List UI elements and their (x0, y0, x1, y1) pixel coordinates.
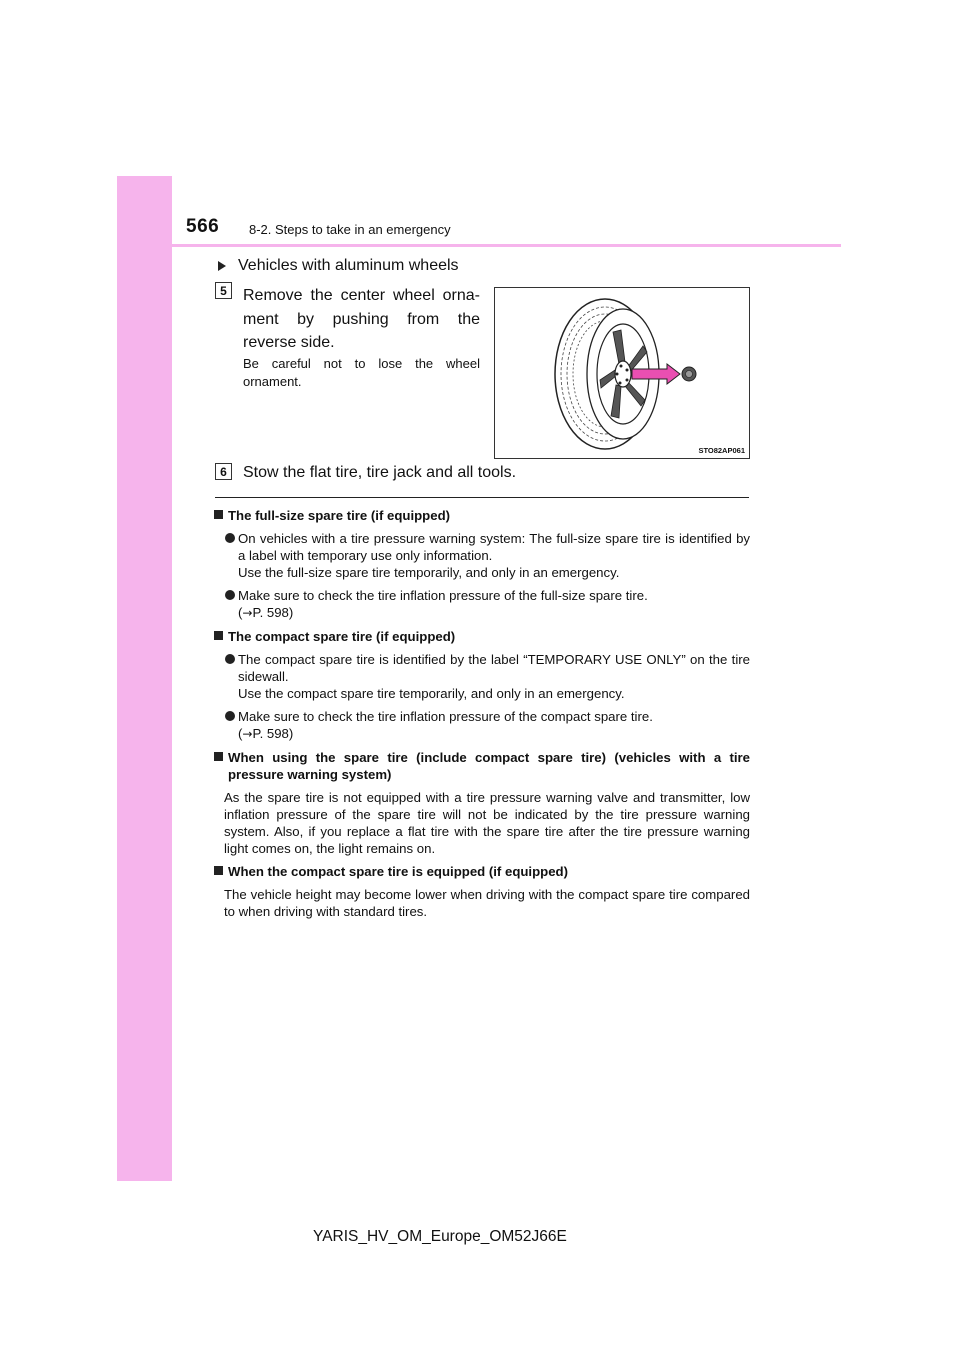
circle-bullet-icon (224, 708, 238, 743)
section-divider (215, 497, 749, 498)
page-number: 566 (186, 216, 220, 237)
step-5-text: Remove the center wheel ornament by pushing from the reverse side. (243, 287, 480, 351)
page-reference-link[interactable]: (→P. 598) (238, 726, 294, 741)
note-heading-full-size: The full-size spare tire (if equipped) (214, 507, 750, 524)
square-bullet-icon (214, 507, 225, 524)
figure-code: STO82AP061 (698, 446, 745, 455)
square-bullet-icon (214, 863, 225, 880)
right-arrow-icon: → (242, 606, 253, 620)
wheel-with-ornament-arrow-illustration (495, 288, 749, 458)
circle-bullet-icon (224, 530, 238, 581)
chapter-sidebar-tab (117, 176, 172, 1181)
triangle-bullet-icon (218, 261, 226, 271)
circle-bullet-icon (224, 587, 238, 622)
note-heading-compact-equipped: When the compact spare tire is equipped (if equipped) (214, 863, 750, 880)
right-arrow-icon: → (242, 727, 253, 741)
footer-document-code: YARIS_HV_OM_Europe_OM52J66E (313, 1228, 567, 1245)
list-item: Make sure to check the tire inflation pressure of the full-size spare tire. (→P. 598) (224, 587, 750, 622)
step-5-note: Be careful not to lose the wheel ornament. (243, 356, 480, 389)
note-heading-compact: The compact spare tire (if equipped) (214, 628, 750, 645)
wheel-figure (494, 287, 750, 459)
square-bullet-icon (214, 749, 225, 783)
subheading (215, 257, 459, 275)
step-number-5: 5 (215, 282, 232, 299)
list-item: The compact spare tire is identified by the label “TEMPORARY USE ONLY” on the tire sidewall. Use the compact spare tire temporarily, and only in an emergency. (224, 651, 750, 702)
note-heading-tpws: When using the spare tire (include compact spare tire) (vehicles with a tire pressure warning system) (214, 749, 750, 783)
list-item: Make sure to check the tire inflation pressure of the compact spare tire. (→P. 598) (224, 708, 750, 743)
subheading-text: Vehicles with aluminum wheels (238, 257, 459, 274)
header-rule (117, 244, 841, 247)
note-paragraph-compact-equipped: The vehicle height may become lower when driving with the compact spare tire compared to when driving with standard tires. (224, 887, 750, 919)
circle-bullet-icon (224, 651, 238, 702)
notes-section (214, 507, 750, 920)
page-reference-link[interactable]: (→P. 598) (238, 605, 294, 620)
step-number-6: 6 (215, 463, 232, 480)
section-title: 8-2. Steps to take in an emergency (249, 222, 451, 237)
list-item: On vehicles with a tire pressure warning system: The full-size spare tire is identified by a label with temporary use only information. Use the full-size spare tire temporarily, and only in an emergency. (224, 530, 750, 581)
step-6-text: Stow the flat tire, tire jack and all tools. (243, 464, 517, 481)
note-paragraph-tpws: As the spare tire is not equipped with a tire pressure warning valve and transmitter, low inflation pressure of the spare tire will not be indicated by the tire pressure warning system. Also, if you replace a flat tire with the spare tire after the tire pressure warning light comes on, the light remains on. (224, 790, 750, 856)
square-bullet-icon (214, 628, 225, 645)
